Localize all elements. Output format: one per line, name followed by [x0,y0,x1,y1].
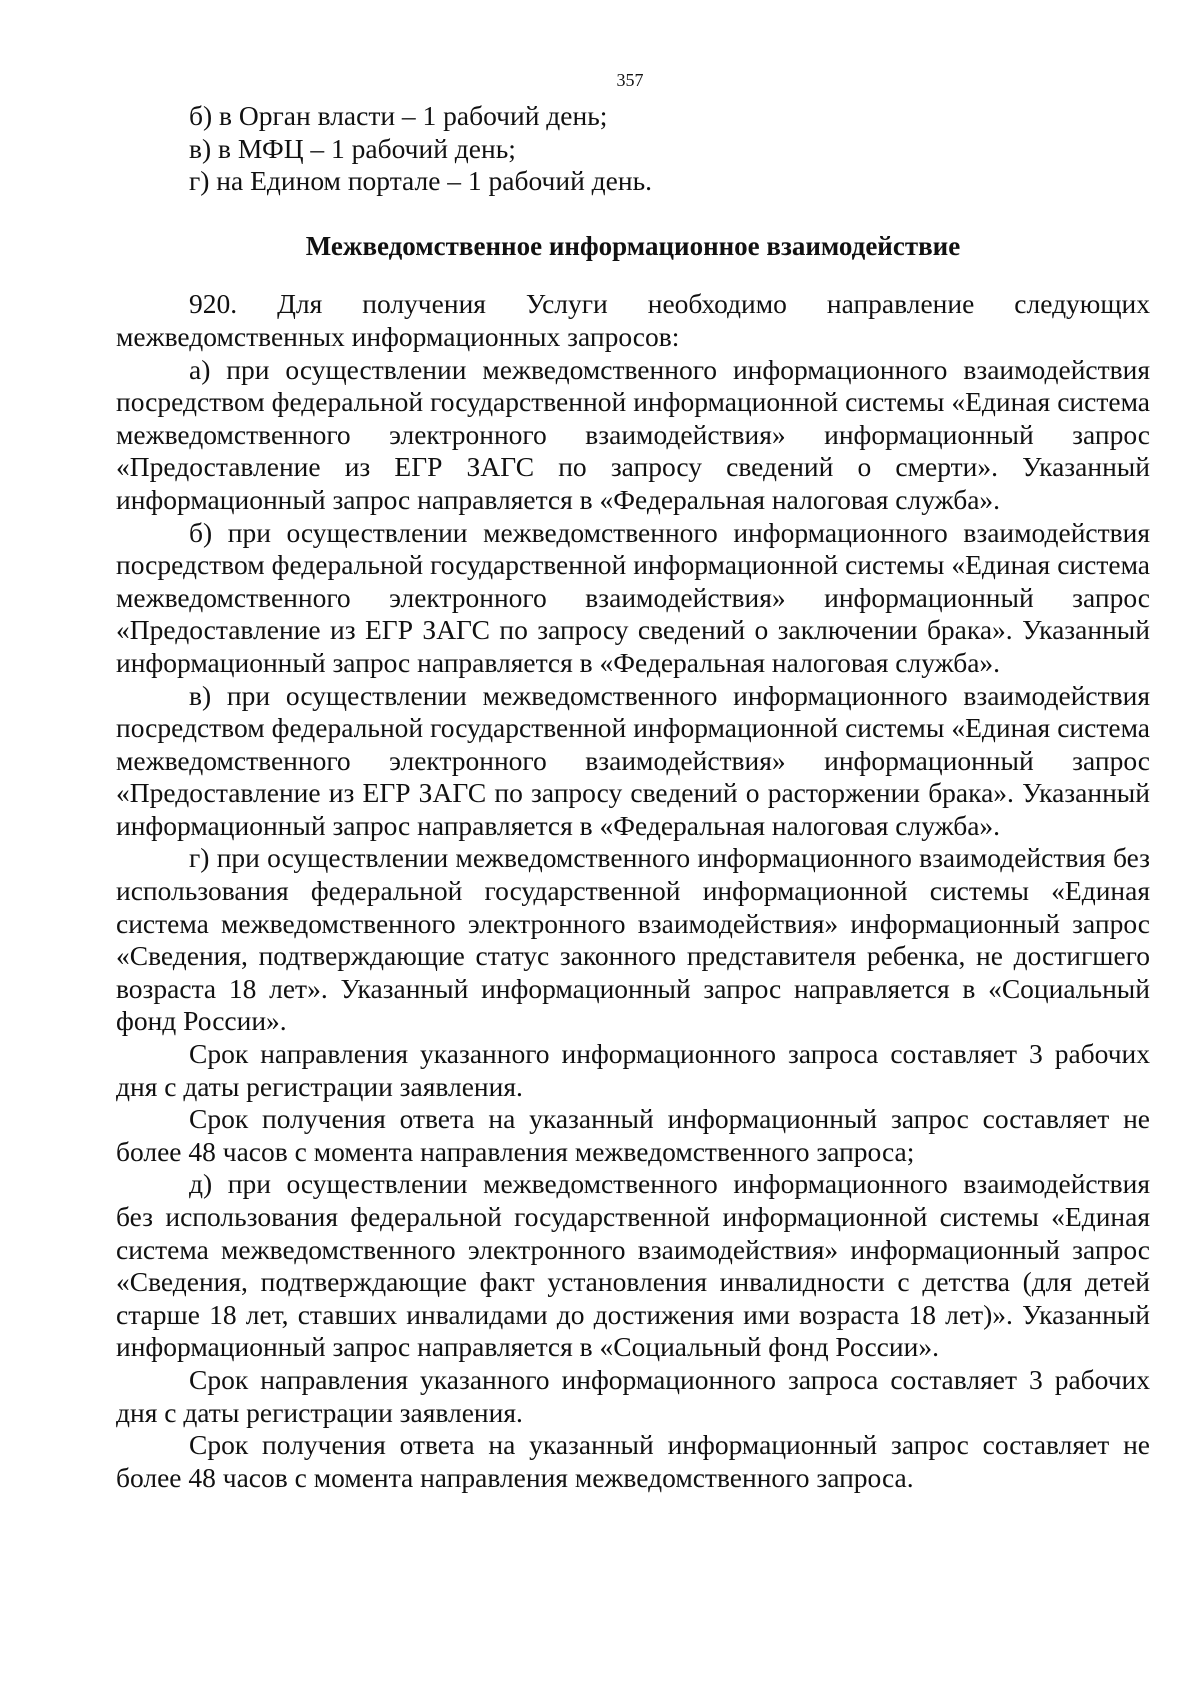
paragraph-a: а) при осуществлении межведомственного информационного взаимодействия посредством федеральной государственной информационной системы «Единая система межведомственного электронного взаимодействия» информационный запрос «Предоставление из ЕГР ЗАГС по запросу сведений о смерти». Указанный информационный запрос направляется в «Федеральная налоговая служба». [116,353,1150,515]
list-item-mfc: в) в МФЦ – 1 рабочий день; [189,132,516,164]
section-heading: Межведомственное информационное взаимодействие [305,230,961,261]
paragraph-b: б) при осуществлении межведомственного информационного взаимодействия посредством федеральной государственной информационной системы «Единая система межведомственного электронного взаимодействия» информационный запрос «Предоставление из ЕГР ЗАГС по запросу сведений о заключении брака». Указанный информационный запрос направляется в «Федеральная налоговая служба». [116,516,1150,678]
paragraph-v: в) при осуществлении межведомственного информационного взаимодействия посредством федеральной государственной информационной системы «Единая система межведомственного электронного взаимодействия» информационный запрос «Предоставление из ЕГР ЗАГС по запросу сведений о расторжении брака». Указанный информационный запрос направляется в «Федеральная налоговая служба». [116,679,1150,841]
paragraph-g-response-term: Срок получения ответа на указанный информационный запрос составляет не более 48 часов с момента направления межведомственного запроса; [116,1103,1150,1167]
paragraph-g-send-term: Срок направления указанного информационного запроса составляет 3 рабочих дня с даты регистрации заявления. [116,1038,1150,1102]
paragraph-g: г) при осуществлении межведомственного информационного взаимодействия без использования федеральной государственной информационной системы «Единая система межведомственного электронного взаимодействия» информационный запрос «Сведения, подтверждающие статус законного представителя ребенка, не достигшего возраста 18 лет». Указанный информационный запрос направляется в «Социальный фонд России». [116,842,1150,1037]
document-body [116,100,1150,1494]
list-item-organ: б) в Орган власти – 1 рабочий день; [189,100,608,131]
paragraph-d-response-term: Срок получения ответа на указанный информационный запрос составляет не более 48 часов с момента направления межведомственного запроса. [116,1429,1150,1493]
paragraph-d: д) при осуществлении межведомственного информационного взаимодействия без использования федеральной государственной информационной системы «Единая система межведомственного электронного взаимодействия» информационный запрос «Сведения, подтверждающие факт установления инвалидности с детства (для детей старше 18 лет, ставших инвалидами до достижения ими возраста 18 лет)». Указанный информационный запрос направляется в «Социальный фонд России». [116,1168,1150,1363]
paragraph-920: 920. Для получения Услуги необходимо направление следующих межведомственных информационных запросов: [116,288,1150,352]
page-number: 357 [616,70,644,90]
list-item-portal: г) на Едином портале – 1 рабочий день. [189,165,653,197]
paragraph-d-send-term: Срок направления указанного информационного запроса составляет 3 рабочих дня с даты регистрации заявления. [116,1363,1150,1428]
